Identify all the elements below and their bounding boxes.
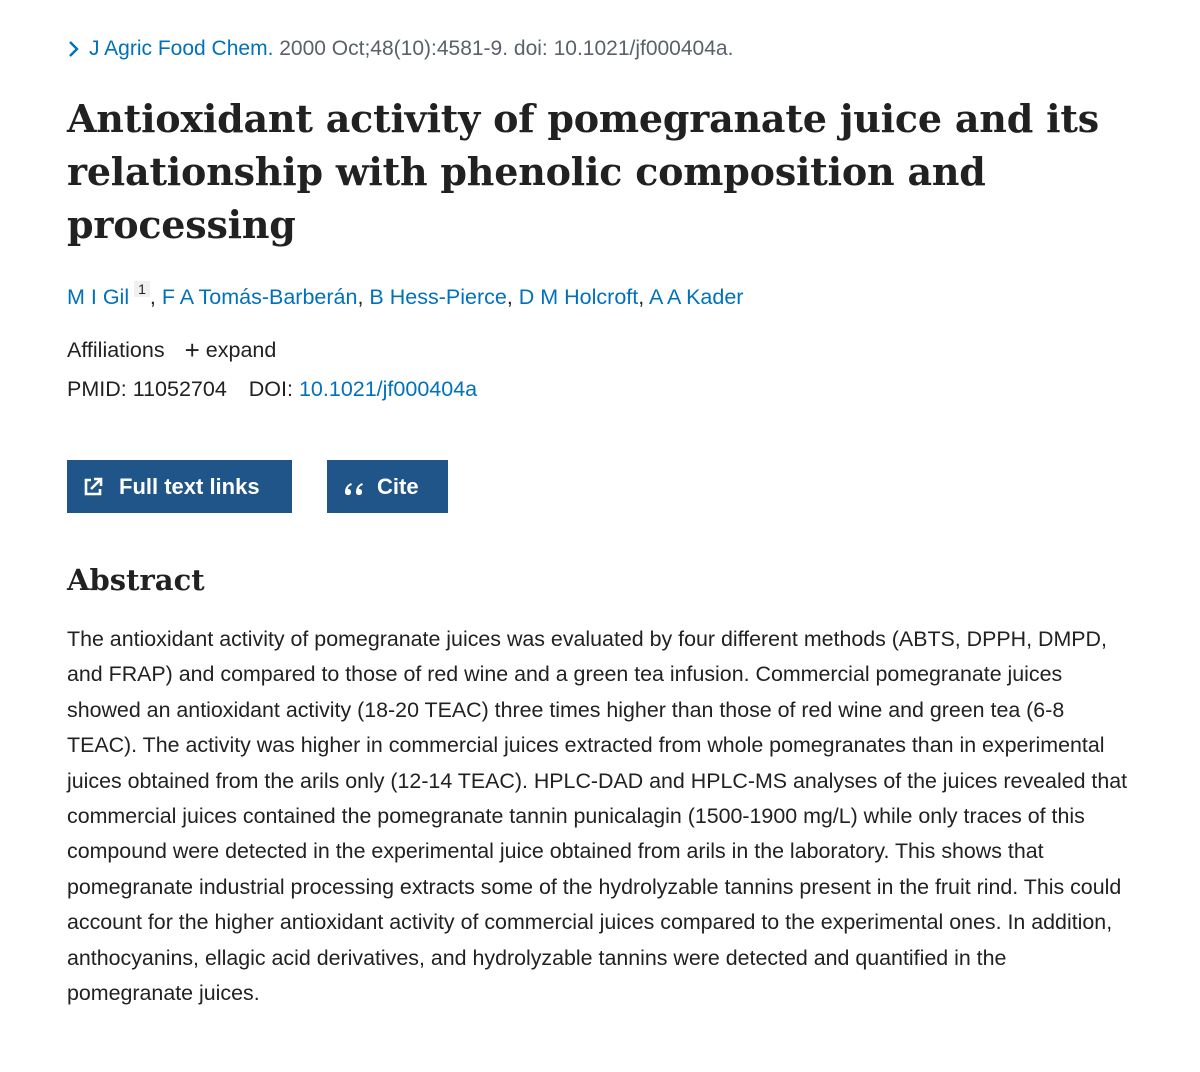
article-title: Antioxidant activity of pomegranate juice and its relationship with phenolic composition and processing	[67, 96, 1099, 247]
quote-icon	[343, 464, 365, 517]
author-separator: ,	[638, 285, 649, 309]
full-text-label: Full text links	[119, 474, 260, 499]
journal-link[interactable]: J Agric Food Chem.	[89, 37, 274, 60]
citation-details: 2000 Oct;48(10):4581-9. doi: 10.1021/jf000404a.	[273, 37, 734, 60]
author-link[interactable]: M I Gil	[67, 285, 130, 309]
affiliations-expand-button[interactable]	[184, 335, 277, 365]
cite-button[interactable]	[327, 460, 448, 513]
plus-icon: +	[184, 335, 200, 365]
abstract-heading: Abstract	[67, 563, 205, 597]
journal-citation	[67, 35, 733, 63]
full-text-links-button[interactable]	[67, 460, 292, 513]
cite-label: Cite	[377, 474, 419, 499]
affiliation-marker[interactable]: 1	[134, 281, 150, 297]
external-link-icon	[83, 463, 105, 516]
doi-label: DOI:	[248, 377, 293, 401]
author-separator: ,	[357, 285, 370, 309]
pmid-value: 11052704	[132, 377, 227, 401]
author-link[interactable]: F A Tomás-Barberán	[161, 285, 358, 309]
author-link[interactable]: B Hess-Pierce	[369, 285, 507, 309]
author-link[interactable]: D M Holcroft	[518, 285, 639, 309]
author-separator: ,	[149, 285, 162, 309]
affiliations-label: Affiliations	[67, 338, 165, 362]
identifiers-row	[67, 374, 477, 404]
expand-label: expand	[205, 338, 277, 362]
pmid-label: PMID:	[67, 377, 127, 401]
affiliations-row	[67, 335, 276, 365]
author-link[interactable]: A A Kader	[649, 285, 744, 309]
author-separator: ,	[506, 285, 519, 309]
author-list	[67, 281, 743, 312]
doi-link[interactable]: 10.1021/jf000404a	[298, 377, 478, 401]
abstract-text: The antioxidant activity of pomegranate juices was evaluated by four different methods (ABTS, DPPH, DMPD, and FRAP) and compared to those of red wine and a green tea infusion. Commercial pomegranate juices showed an antioxidant activity (18-20 TEAC) three times higher than those of red wine and green tea (6-8 TEAC). The activity was higher in commercial juices extracted from whole pomegranates than in experimental juices obtained from the arils only (12-14 TEAC). HPLC-DAD and HPLC-MS analyses of the juices revealed that commercial juices contained the pomegranate tannin punicalagin (1500-1900 mg/L) while only traces of this compound were detected in the experimental juice obtained from arils in the laboratory. This shows that pomegranate industrial processing extracts some of the hydrolyzable tannins present in the fruit rind. This could account for the higher antioxidant activity of commercial juices compared to the experimental ones. In addition, anthocyanins, ellagic acid derivatives, and hydrolyzable tannins were detected and quantified in the pomegranate juices.	[67, 627, 1128, 1006]
chevron-right-icon[interactable]	[67, 35, 89, 63]
